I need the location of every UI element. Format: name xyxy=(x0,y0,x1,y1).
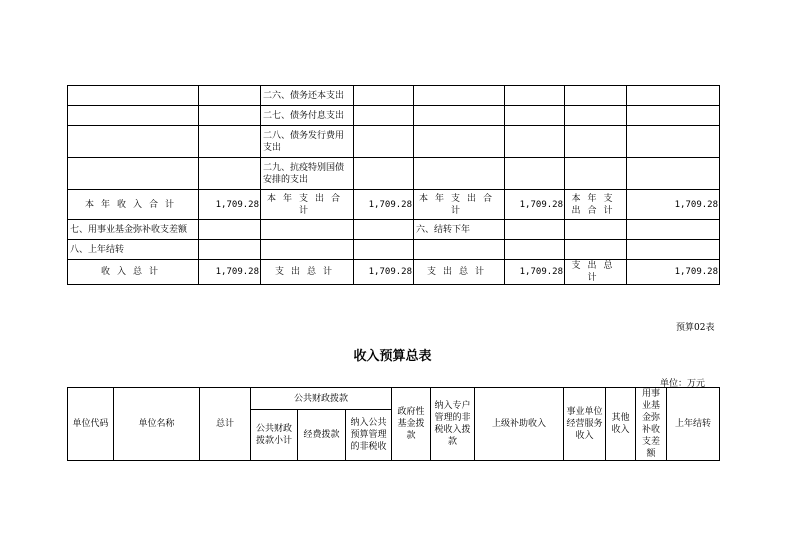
carry-forward-label: 六、结转下年 xyxy=(414,220,505,240)
income-budget-table xyxy=(67,387,720,461)
table-row xyxy=(68,240,720,260)
table-row xyxy=(68,106,720,126)
col-superior-subsidy: 上级补助收入 xyxy=(475,388,564,461)
col-business-income: 事业单位经营服务收入 xyxy=(564,388,606,461)
income-total-label: 本年收入合计 xyxy=(68,190,199,220)
row-seven-label: 七、用事业基金弥补收支差额 xyxy=(68,220,199,240)
col-public-fiscal: 公共财政拨款 xyxy=(251,388,392,410)
col-unit-code: 单位代码 xyxy=(68,388,114,461)
col-non-tax: 纳入公共预算管理的非税收 xyxy=(346,410,392,461)
table-row xyxy=(68,86,720,106)
expense-total-value-2: 1,709.28 xyxy=(505,190,565,220)
col-public-fiscal-subtotal: 公共财政拨款小计 xyxy=(251,410,298,461)
unit-label: 单位：万元 xyxy=(660,379,706,389)
expense-grand-value: 1,709.28 xyxy=(354,260,414,285)
col-funding: 经费拨款 xyxy=(298,410,346,461)
col-unit-name: 单位名称 xyxy=(114,388,200,461)
col-business-fund: 用事业基金弥补收支差额 xyxy=(636,388,667,461)
expense-item: 二八、债务发行费用支出 xyxy=(261,126,354,158)
page-title: 收入预算总表 xyxy=(353,349,432,364)
expense-total-label-2: 本年支出合计 xyxy=(414,190,505,220)
table-number: 预算02表 xyxy=(676,323,715,333)
expense-total-label: 本年支出合计 xyxy=(261,190,354,220)
expense-total-value: 1,709.28 xyxy=(354,190,414,220)
income-grand-label: 收入总计 xyxy=(68,260,199,285)
grand-total-row xyxy=(68,260,720,285)
expense-item: 二七、债务付息支出 xyxy=(261,106,354,126)
col-special-non-tax: 纳入专户管理的非税收入拨款 xyxy=(431,388,475,461)
table-row xyxy=(68,158,720,190)
expense-item: 二六、债务还本支出 xyxy=(261,86,354,106)
col-carry-over: 上年结转 xyxy=(667,388,720,461)
col-total: 总计 xyxy=(200,388,251,461)
table-row xyxy=(68,126,720,158)
expense-grand-value-2: 1,709.28 xyxy=(505,260,565,285)
income-grand-value: 1,709.28 xyxy=(199,260,261,285)
expense-grand-label-2: 支出总计 xyxy=(414,260,505,285)
total-year-row xyxy=(68,190,720,220)
expense-total-label-3: 本年支出合计 xyxy=(565,190,627,220)
expense-grand-label-3: 支出总计 xyxy=(565,260,627,285)
expense-summary-table xyxy=(67,85,720,285)
col-other-income: 其他收入 xyxy=(606,388,636,461)
row-eight-label: 八、上年结转 xyxy=(68,240,199,260)
expense-grand-label: 支出总计 xyxy=(261,260,354,285)
income-total-value: 1,709.28 xyxy=(199,190,261,220)
col-gov-fund: 政府性基金拨款 xyxy=(392,388,431,461)
expense-item: 二九、抗疫特别国债安排的支出 xyxy=(261,158,354,190)
expense-grand-value-3: 1,709.28 xyxy=(627,260,720,285)
expense-total-value-3: 1,709.28 xyxy=(627,190,720,220)
table-row xyxy=(68,220,720,240)
